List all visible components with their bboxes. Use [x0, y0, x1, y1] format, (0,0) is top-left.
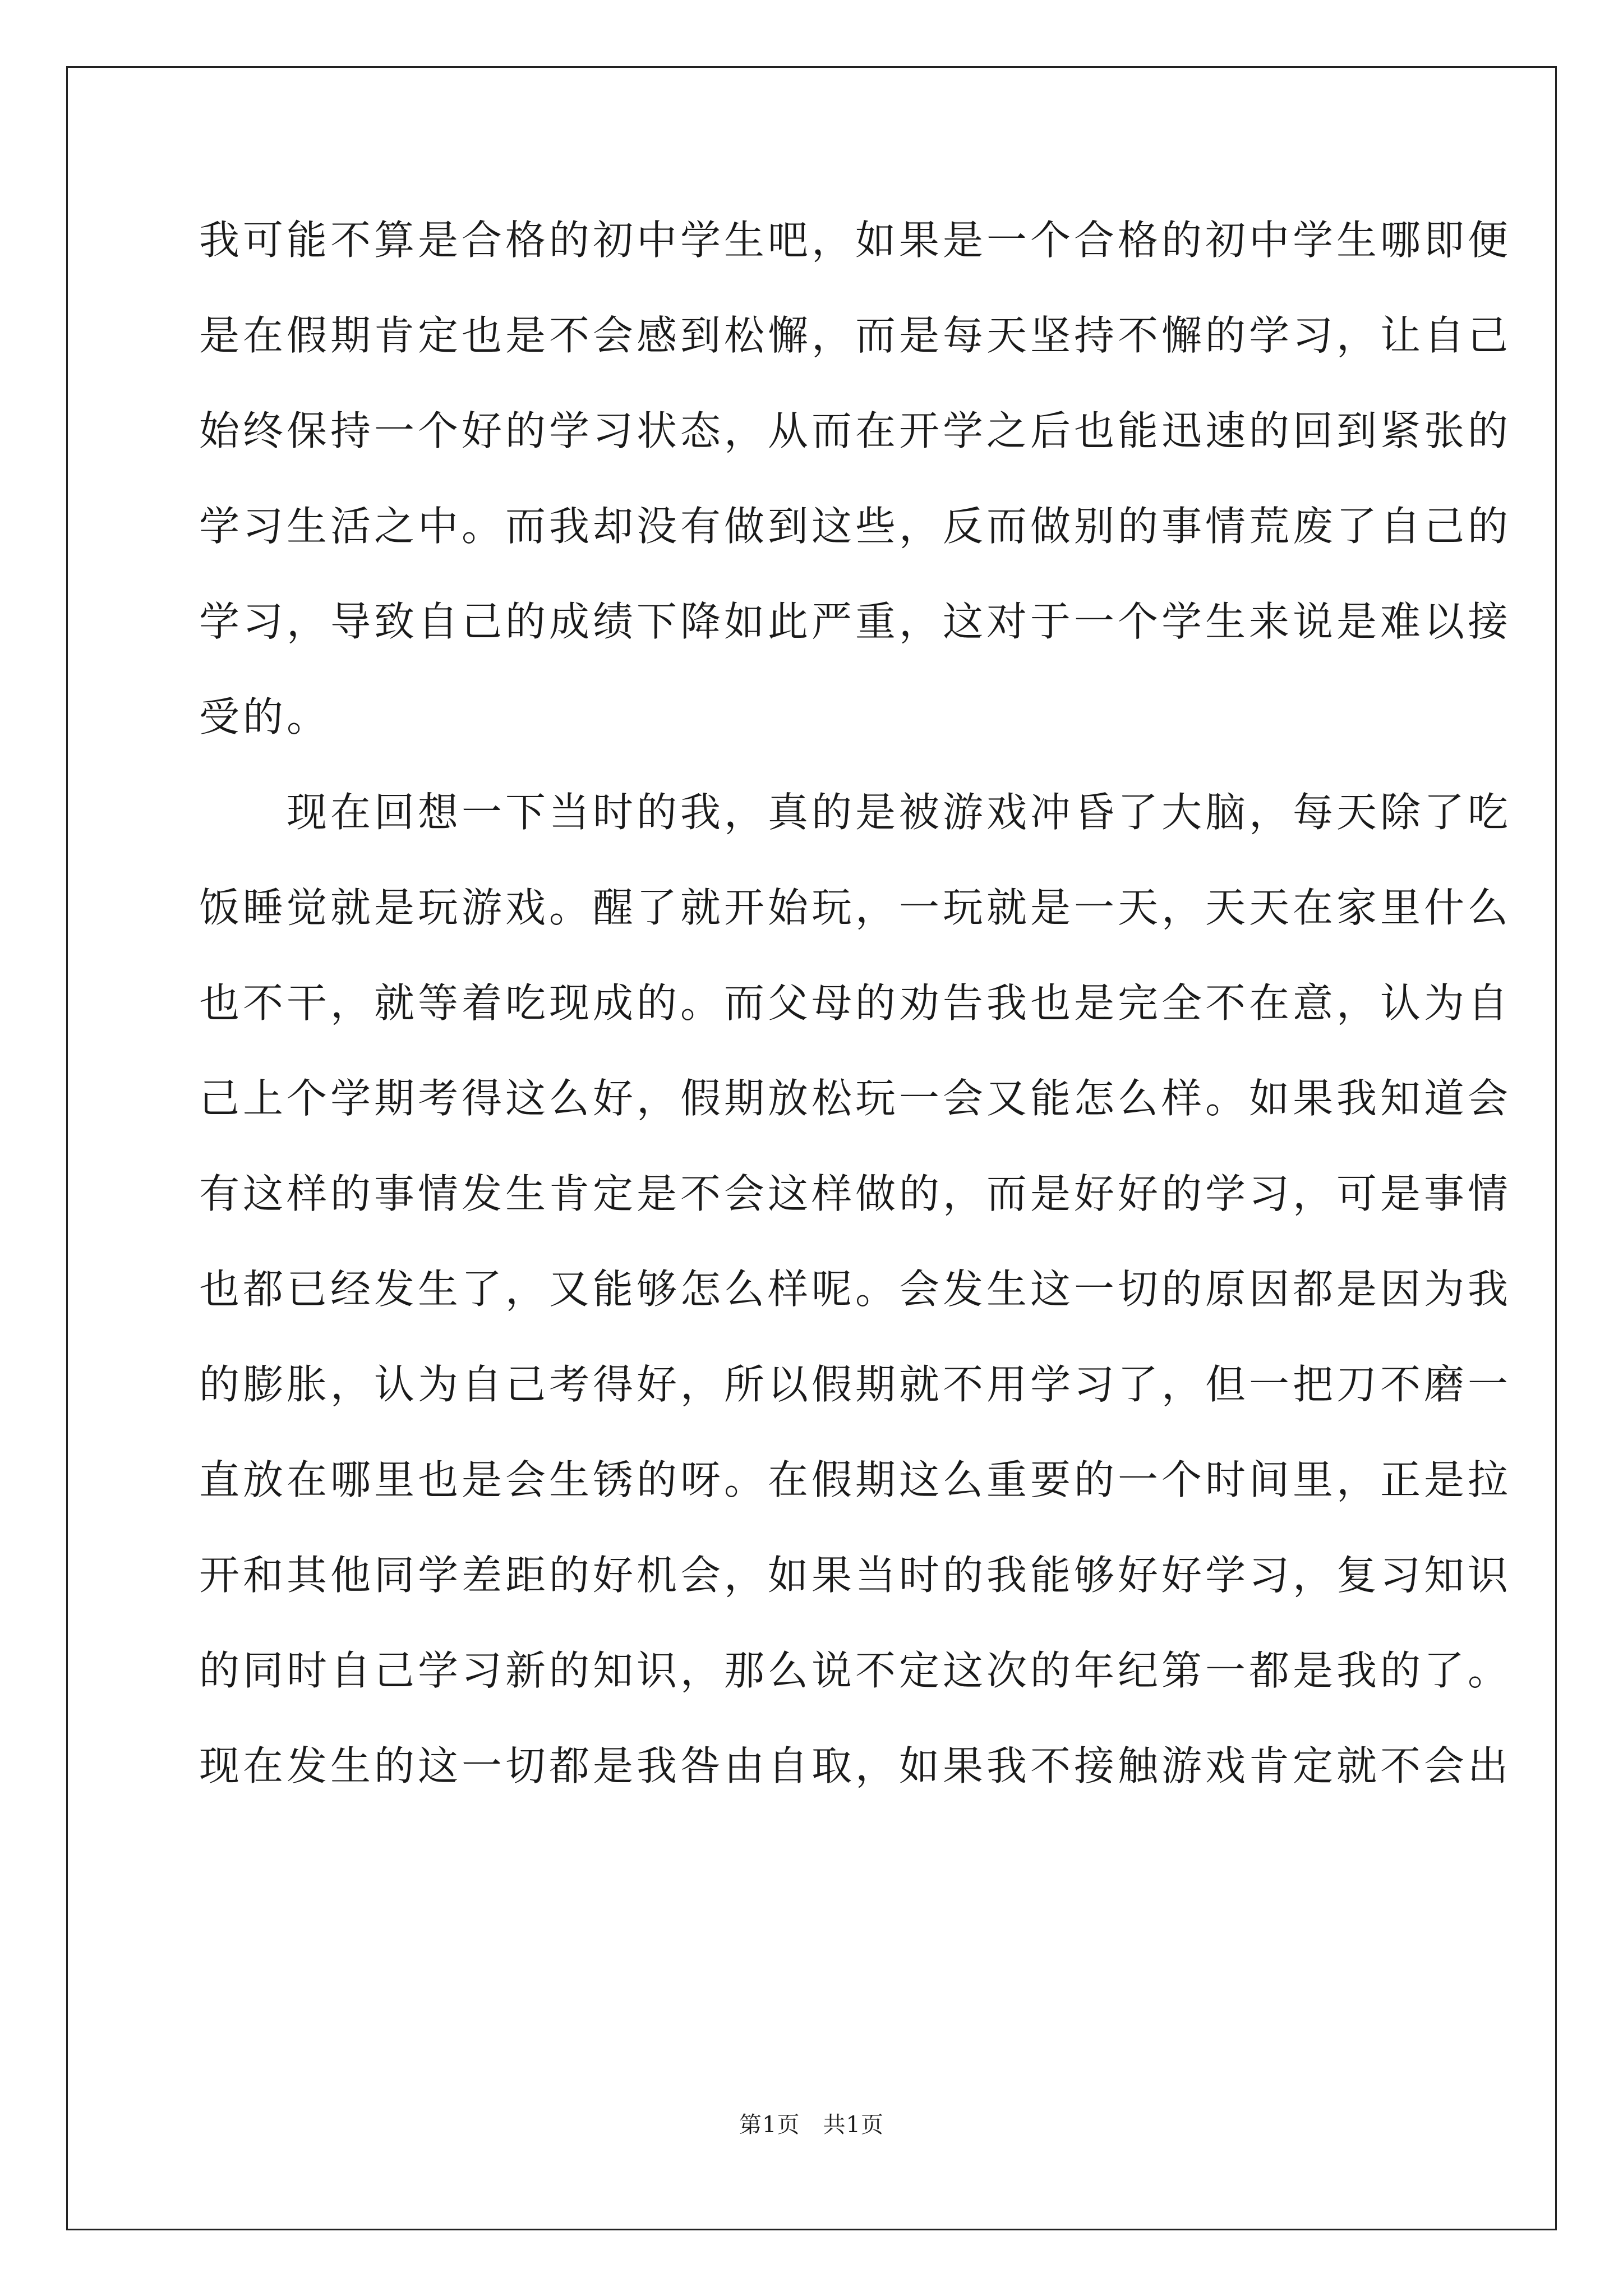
text-line: 己上个学期考得这么好，假期放松玩一会又能怎么样。如果我知道会: [199, 1075, 1512, 1122]
text-line: 有这样的事情发生肯定是不会这样做的，而是好好的学习，可是事情: [199, 1170, 1512, 1217]
text-line: 我可能不算是合格的初中学生吧，如果是一个合格的初中学生哪即便: [199, 217, 1512, 264]
page-footer: 第1页 共1页: [739, 2112, 884, 2138]
text-line: 学习，导致自己的成绩下降如此严重，这对于一个学生来说是难以接: [199, 598, 1512, 645]
text-line: 是在假期肯定也是不会感到松懈，而是每天坚持不懈的学习，让自己: [199, 312, 1512, 359]
text-line: 学习生活之中。而我却没有做到这些，反而做别的事情荒废了自己的: [199, 503, 1512, 550]
text-line: 现在发生的这一切都是我咎由自取，如果我不接触游戏肯定就不会出: [199, 1742, 1512, 1789]
text-line: 开和其他同学差距的好机会，如果当时的我能够好好学习，复习知识: [199, 1552, 1512, 1599]
text-line: 也都已经发生了，又能够怎么样呢。会发生这一切的原因都是因为我: [199, 1266, 1512, 1313]
text-line: 的同时自己学习新的知识，那么说不定这次的年纪第一都是我的了。: [199, 1647, 1512, 1694]
text-line: 直放在哪里也是会生锈的呀。在假期这么重要的一个时间里，正是拉: [199, 1456, 1512, 1503]
text-line: 现在回想一下当时的我，真的是被游戏冲昏了大脑，每天除了吃: [199, 789, 1512, 836]
document-body: [199, 206, 1512, 1828]
text-line: 始终保持一个好的学习状态，从而在开学之后也能迅速的回到紧张的: [199, 407, 1512, 454]
text-line: 饭睡觉就是玩游戏。醒了就开始玩，一玩就是一天，天天在家里什么: [199, 884, 1512, 931]
text-line: 受的。: [199, 693, 331, 740]
text-line: 也不干，就等着吃现成的。而父母的劝告我也是完全不在意，认为自: [199, 979, 1512, 1027]
text-line: 的膨胀，认为自己考得好，所以假期就不用学习了，但一把刀不磨一: [199, 1361, 1512, 1408]
